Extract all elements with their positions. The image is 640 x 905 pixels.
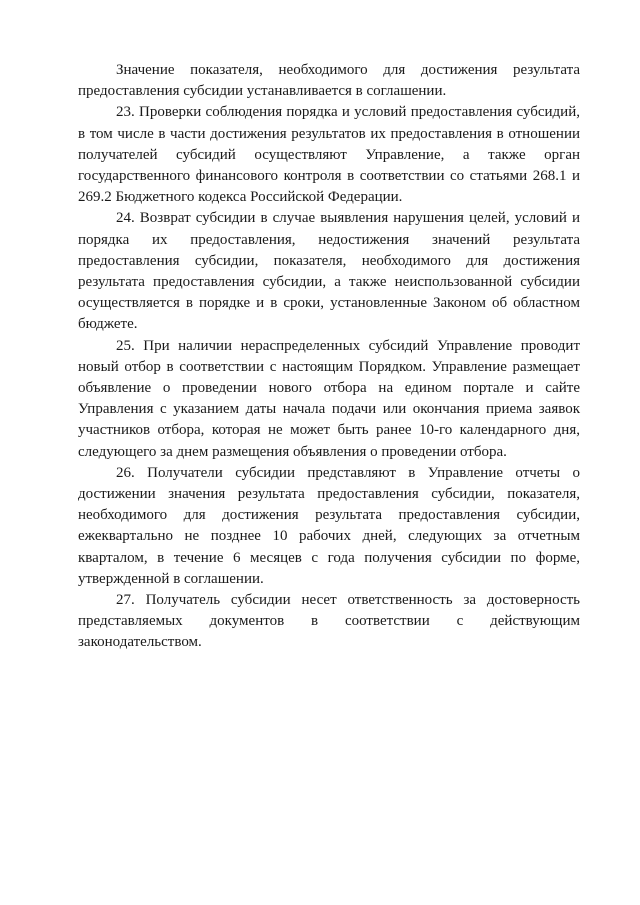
- paragraph-indicator-value: Значение показателя, необходимого для достижения результата предоставления субсидии устанавливается в соглашении.: [78, 62, 580, 100]
- document-body: [78, 60, 580, 654]
- paragraph-26-reporting: 26. Получатели субсидии представляют в Управление отчеты о достижении значения результата предоставления субсидии, показателя, необходимого для достижения результата предоставления субсидии, ежеквартально не позднее 10 рабочих дней, следующих за отчетным кварталом, в течение 6 месяцев с года получения субсидии по форме, утвержденной в соглашении.: [78, 464, 580, 587]
- paragraph-25-new-selection: 25. При наличии нераспределенных субсидий Управление проводит новый отбор в соответствии с настоящим Порядком. Управление размещает объявление о проведении нового отбора на едином портале и сайте Управления с указанием даты начала подачи или окончания приема заявок участников отбора, которая не может быть ранее 10-го календарного дня, следующего за днем размещения объявления о проведении отбора.: [78, 337, 580, 460]
- paragraph-24-subsidy-refund: 24. Возврат субсидии в случае выявления нарушения целей, условий и порядка их предоставления, недостижения значений результата предоставления субсидии, показателя, необходимого для достижения результата предоставления субсидии, а также неиспользованной субсидии осуществляется в порядке и в сроки, установленные Законом об областном бюджете.: [78, 210, 580, 333]
- paragraph-23-compliance-checks: 23. Проверки соблюдения порядка и условий предоставления субсидий, в том числе в части достижения результатов их предоставления в отношении получателей субсидий осуществляют Управление, а также орган государственного финансового контроля в соответствии со статьями 268.1 и 269.2 Бюджетного кодекса Российской Федерации.: [78, 104, 580, 206]
- paragraph-27-responsibility: 27. Получатель субсидии несет ответственность за достоверность представляемых документов в соответствии с действующим законодательством.: [78, 592, 580, 651]
